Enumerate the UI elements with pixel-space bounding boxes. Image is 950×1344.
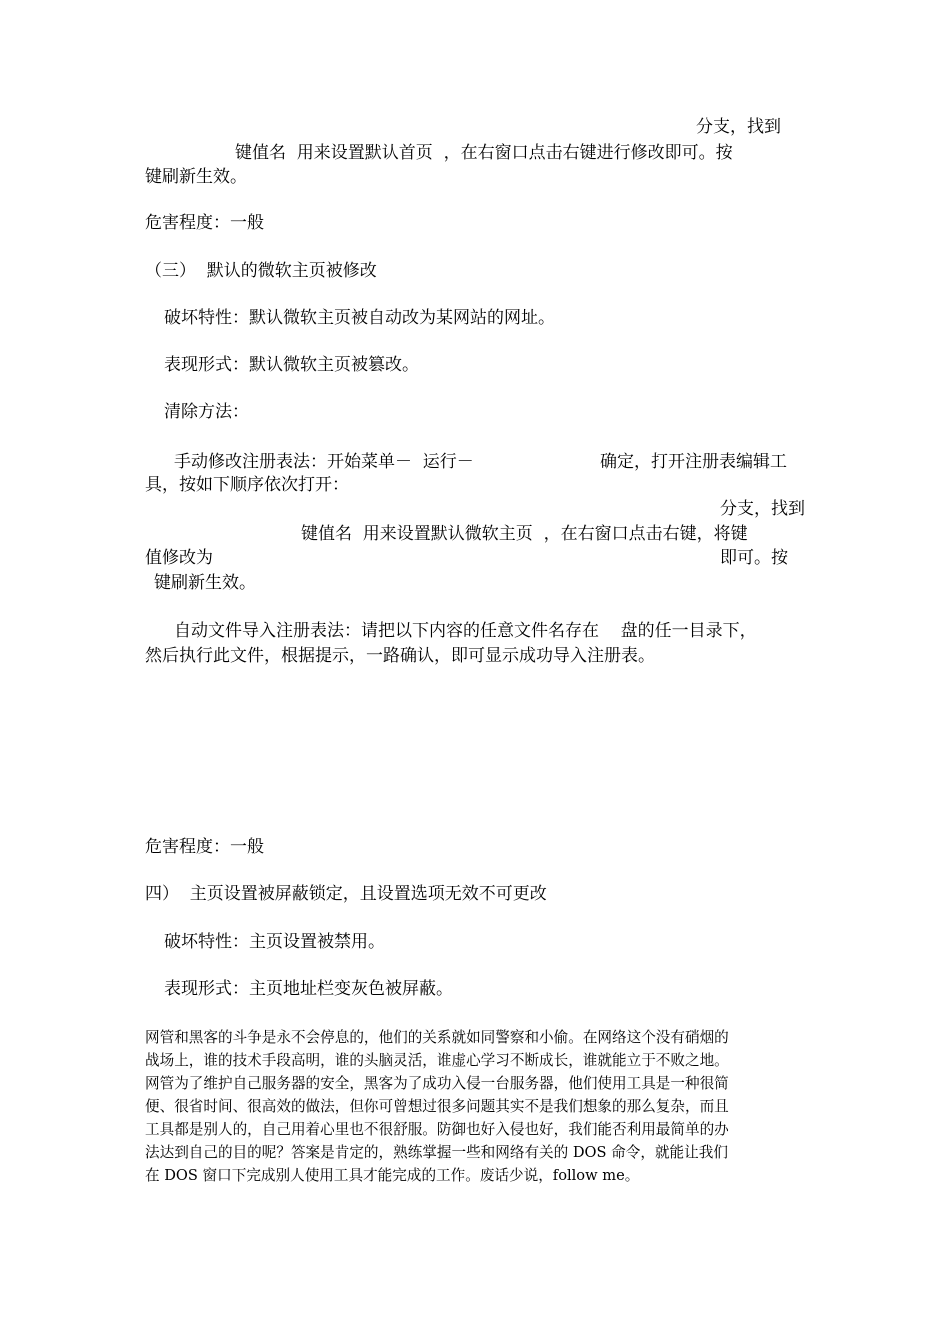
text-line: 分支，找到	[720, 499, 805, 519]
removal-method-heading: 清除方法：	[164, 402, 249, 422]
text-line: 即可。按	[720, 548, 788, 568]
paragraph-line: 工具都是别人的，自己用着心里也不很舒服。防御也好入侵也好，我们能否利用最简单的办	[145, 1121, 729, 1138]
paragraph-line: 战场上，谁的技术手段高明，谁的头脑灵活，谁虚心学习不断成长，谁就能立于不败之地。	[145, 1052, 729, 1069]
text-line: 分支，找到	[696, 117, 781, 137]
text-line: 然后执行此文件，根据提示，一路确认，即可显示成功导入注册表。	[145, 646, 655, 666]
paragraph-line: 在 DOS 窗口下完成别人使用工具才能完成的工作。废话少说，follow me。	[145, 1167, 640, 1184]
paragraph-line: 便、很省时间、很高效的做法，但你可曾想过很多问题其实不是我们想象的那么复杂，而且	[145, 1098, 729, 1115]
text-line: 键刷新生效。	[154, 573, 256, 593]
danger-level-label: 危害程度：一般	[145, 837, 264, 857]
text-line: 值修改为	[145, 548, 213, 568]
text-line: 具，按如下顺序依次打开：	[145, 475, 349, 495]
symptom-text: 表现形式：主页地址栏变灰色被屏蔽。	[164, 979, 453, 999]
symptom-text: 表现形式：默认微软主页被篡改。	[164, 355, 419, 375]
paragraph-line: 法达到自己的目的呢？答案是肯定的，熟练掌握一些和网络有关的 DOS 命令，就能让我们	[145, 1144, 728, 1161]
danger-level-label: 危害程度：一般	[145, 213, 264, 233]
section-heading: （三） 默认的微软主页被修改	[145, 261, 377, 281]
text-line: 键刷新生效。	[145, 167, 247, 187]
text-line: 确定，打开注册表编辑工	[600, 452, 787, 472]
damage-trait-text: 破坏特性：默认微软主页被自动改为某网站的网址。	[164, 308, 555, 328]
text-line: 键值名 用来设置默认首页 ，在右窗口点击右键进行修改即可。按	[235, 143, 733, 163]
paragraph-line: 网管和黑客的斗争是永不会停息的，他们的关系就如同警察和小偷。在网络这个没有硝烟的	[145, 1029, 729, 1046]
text-line: 自动文件导入注册表法：请把以下内容的任意文件名存在 盘的任一目录下，	[174, 621, 757, 641]
section-heading: 四） 主页设置被屏蔽锁定，且设置选项无效不可更改	[145, 884, 547, 904]
text-line: 手动修改注册表法：开始菜单－ 运行－	[174, 452, 474, 472]
text-line: 键值名 用来设置默认微软主页 ，在右窗口点击右键，将键	[301, 524, 748, 544]
damage-trait-text: 破坏特性：主页设置被禁用。	[164, 932, 385, 952]
paragraph-line: 网管为了维护自己服务器的安全，黑客为了成功入侵一台服务器，他们使用工具是一种很简	[145, 1075, 729, 1092]
